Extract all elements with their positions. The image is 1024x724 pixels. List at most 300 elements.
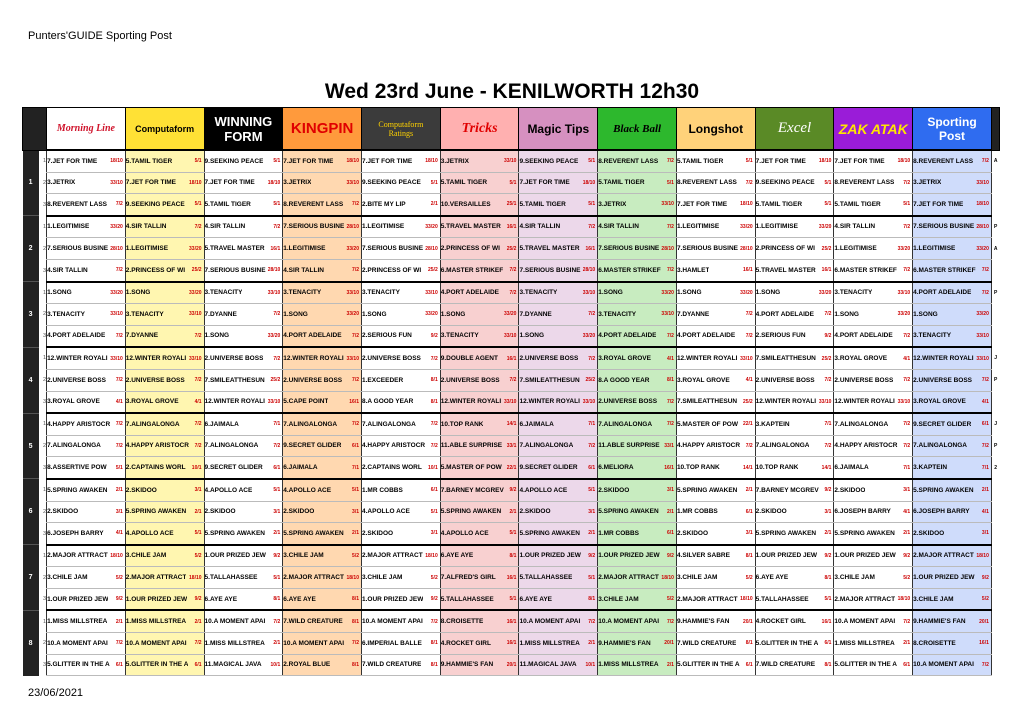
tip-cell [283, 259, 362, 281]
horse-name: 3.TENACITY [440, 332, 479, 340]
odds: 33/20 [425, 311, 438, 318]
horse-name: 3.CHILE JAM [47, 573, 88, 581]
tip-cell [598, 369, 677, 391]
horse-name: 2.PRINCESS OF WI [755, 245, 815, 253]
tip-cell [676, 259, 755, 281]
horse-name: 5.TAMIL TIGER [125, 157, 173, 165]
selection-row [23, 413, 1000, 435]
tip-cell [47, 282, 126, 304]
odds: 7/2 [903, 333, 911, 340]
horse-name: 2.MAJOR ATTRACT [598, 573, 659, 581]
horse-name: 3.TENACITY [519, 289, 558, 297]
odds: 16/1 [506, 618, 517, 625]
tip-cell [755, 304, 834, 326]
tip-cell [834, 523, 913, 545]
edge-marker [991, 610, 999, 632]
odds: 5/1 [194, 158, 202, 165]
edge-marker [991, 545, 999, 567]
horse-name: 12.WINTER ROYALI [834, 398, 895, 406]
tip-cell [204, 588, 283, 610]
odds: 33/1 [506, 443, 517, 450]
tip-cell [676, 545, 755, 567]
horse-name: 4.SIR TALLIN [834, 223, 876, 231]
tip-cell [676, 347, 755, 369]
horse-name: 12.WINTER ROYALI [204, 398, 265, 406]
tip-cell [519, 325, 598, 347]
odds: 7/2 [273, 355, 281, 362]
horse-name: 8.CROISETTE [440, 618, 484, 626]
odds: 33/20 [425, 224, 438, 231]
odds: 7/2 [981, 377, 989, 384]
tip-cell [204, 391, 283, 413]
odds: 7/2 [509, 289, 517, 296]
horse-name: 1.MISS MILLSTREA [519, 639, 580, 647]
tip-cell [676, 523, 755, 545]
tip-cell [125, 654, 204, 676]
horse-name: 1.MISS MILLSTREA [834, 639, 895, 647]
tip-cell [676, 654, 755, 676]
race-number: 6 [23, 479, 39, 545]
tip-cell [362, 610, 441, 632]
horse-name: 1.MR COBBS [362, 486, 403, 494]
tip-cell [204, 194, 283, 216]
document-date: 23/06/2021 [28, 687, 84, 699]
horse-name: 5.GLITTER IN THE A [125, 661, 189, 669]
odds: 25/2 [742, 398, 753, 405]
tip-cell [47, 172, 126, 194]
tip-cell [440, 633, 519, 655]
selection-row [23, 150, 1000, 172]
tip-cell [834, 391, 913, 413]
odds: 18/10 [818, 158, 832, 165]
odds: 7/2 [666, 267, 674, 274]
odds: 7/2 [588, 443, 596, 450]
odds: 33/20 [503, 311, 517, 318]
tip-cell [755, 501, 834, 523]
horse-name: 9.SECRET GLIDER [913, 420, 972, 428]
odds: 7/2 [430, 355, 438, 362]
horse-name: 6.MASTER STRIKEF [913, 266, 976, 274]
odds: 7/2 [352, 267, 359, 274]
position-number: 3 [43, 530, 47, 537]
odds: 7/2 [745, 179, 753, 186]
odds: 2/1 [273, 530, 281, 537]
horse-name: 1.OUR PRIZED JEW [519, 552, 581, 560]
tip-cell [283, 654, 362, 676]
tip-cell [519, 479, 598, 501]
horse-name: 7.SERIOUS BUSINE [519, 266, 581, 274]
tip-cell [440, 325, 519, 347]
odds: 16/1 [270, 245, 281, 252]
horse-name: 10.A MOMENT APAI [283, 639, 345, 647]
odds: 7/2 [981, 158, 989, 165]
horse-name: 2.UNIVERSE BOSS [519, 355, 579, 363]
tip-cell [913, 369, 992, 391]
odds: 16/1 [506, 224, 517, 231]
position-number: 1 [43, 158, 47, 165]
horse-name: 4.PORT ADELAIDE [834, 332, 893, 340]
tip-cell [834, 259, 913, 281]
position-number: 3 [43, 333, 47, 340]
horse-name: 2.BITE MY LIP [362, 200, 406, 208]
odds: 7/2 [430, 421, 438, 428]
horse-name: 1.LEGITIMISE [362, 223, 405, 231]
horse-name: 5.TAMIL TIGER [519, 200, 566, 208]
tip-cell [755, 347, 834, 369]
horse-name: 7.SERIOUS BUSINE [47, 245, 109, 253]
horse-name: 3.CHILE JAM [125, 552, 167, 560]
horse-name: 10.TOP RANK [755, 464, 799, 471]
odds: 33/10 [110, 311, 123, 318]
position-number: 2 [43, 508, 47, 515]
odds: 5/1 [273, 158, 281, 165]
tip-cell [519, 610, 598, 632]
odds: 8/1 [824, 574, 832, 581]
horse-name: 2.SKIDOO [47, 508, 79, 516]
tip-cell [47, 633, 126, 655]
odds: 7/2 [194, 377, 202, 384]
odds: 16/1 [506, 640, 517, 647]
selection-row [23, 567, 1000, 589]
horse-name: 7.WILD CREATURE [362, 661, 422, 669]
odds: 33/10 [110, 179, 123, 186]
odds: 28/10 [267, 267, 281, 274]
odds: 18/10 [897, 596, 911, 603]
odds: 33/10 [189, 311, 202, 318]
odds: 14/1 [506, 421, 517, 428]
horse-name: 2.SKIDOO [755, 508, 787, 516]
position-number: 2 [43, 179, 47, 186]
tips-table [22, 107, 1000, 676]
tip-cell [676, 282, 755, 304]
tip-cell [519, 633, 598, 655]
odds: 5/1 [430, 508, 438, 515]
tip-cell [362, 435, 441, 457]
odds: 7/2 [981, 661, 989, 668]
tip-cell [204, 413, 283, 435]
odds: 7/1 [352, 464, 359, 471]
horse-name: 2.MAJOR ATTRACT [47, 552, 108, 560]
horse-name: 2.CAPTAINS WORL [362, 464, 422, 471]
tip-cell [755, 654, 834, 676]
selection-row [23, 435, 1000, 457]
horse-name: 9.SEEKING PEACE [125, 200, 185, 208]
horse-name: 5.TRAVEL MASTER [755, 266, 816, 274]
tip-cell [283, 238, 362, 260]
selection-row [23, 172, 1000, 194]
tip-cell [362, 457, 441, 479]
odds: 3/1 [194, 487, 202, 494]
odds: 28/10 [740, 245, 753, 252]
tip-cell [362, 523, 441, 545]
odds: 7/2 [352, 377, 359, 384]
horse-name: 1.OUR PRIZED JEW [834, 552, 896, 560]
odds: 5/2 [903, 574, 911, 581]
horse-name: 1.SONG [834, 310, 859, 318]
tip-cell [47, 567, 126, 589]
horse-name: 10.VERSAILLES [440, 200, 491, 208]
odds: 25/2 [506, 245, 517, 252]
horse-name: 10.TOP RANK [440, 420, 484, 428]
horse-name: 7.ALINGALONGA [913, 442, 967, 450]
horse-name: 5.SPRING AWAKEN [47, 486, 108, 494]
odds: 2/1 [430, 201, 438, 208]
odds: 7/2 [273, 311, 281, 318]
tip-cell [676, 588, 755, 610]
odds: 2/1 [588, 640, 596, 647]
odds: 2/1 [115, 618, 123, 625]
odds: 28/10 [425, 245, 438, 252]
horse-name: 5.SPRING AWAKEN [834, 529, 895, 537]
odds: 14/1 [742, 464, 753, 471]
horse-name: 1.OUR PRIZED JEW [913, 573, 975, 581]
horse-name: 5.SPRING AWAKEN [283, 529, 344, 537]
position-number: 3 [43, 399, 47, 406]
horse-name: 5.TALLAHASSEE [204, 573, 258, 581]
edge-marker [991, 567, 999, 589]
tip-cell [676, 238, 755, 260]
odds: 8/1 [430, 640, 438, 647]
tip-cell [755, 391, 834, 413]
edge-marker [991, 325, 999, 347]
horse-name: 1.LEGITIMISE [755, 223, 798, 231]
horse-name: 9.SECRET GLIDER [519, 464, 578, 471]
tip-cell [755, 479, 834, 501]
horse-name: 7.BARNEY MCGREV [440, 486, 504, 494]
header-edge [991, 108, 999, 151]
tip-cell [913, 347, 992, 369]
horse-name: 1.SONG [755, 289, 781, 297]
horse-name: 12.WINTER ROYALI [913, 355, 974, 363]
horse-name: 2.SKIDOO [834, 486, 866, 494]
tip-cell [204, 523, 283, 545]
tip-cell [676, 457, 755, 479]
horse-name: 5.TAMIL TIGER [598, 179, 645, 187]
horse-name: 3.TENACITY [362, 289, 400, 297]
tipster-header: Black Ball [598, 108, 677, 151]
odds: 16/1 [979, 640, 989, 647]
tip-cell [125, 610, 204, 632]
odds: 33/20 [818, 289, 832, 296]
odds: 18/10 [110, 158, 123, 165]
tip-cell [834, 610, 913, 632]
odds: 10/1 [585, 661, 596, 668]
odds: 4/1 [115, 530, 123, 537]
odds: 18/10 [425, 158, 438, 165]
tip-cell [125, 501, 204, 523]
tip-cell [598, 435, 677, 457]
tipster-header: Computaform Ratings [362, 108, 441, 151]
tip-cell [283, 545, 362, 567]
tip-cell [598, 567, 677, 589]
odds: 16/1 [585, 245, 596, 252]
tip-cell [283, 172, 362, 194]
tip-cell [125, 172, 204, 194]
horse-name: 5.MASTER OF POW [676, 420, 738, 428]
tip-cell [362, 479, 441, 501]
tip-cell [755, 413, 834, 435]
tip-cell [519, 391, 598, 413]
odds: 6/1 [194, 661, 202, 668]
horse-name: 1.SONG [362, 310, 387, 318]
edge-marker [991, 194, 999, 216]
odds: 33/20 [582, 333, 596, 340]
horse-name: 4.SILVER SABRE [676, 552, 730, 560]
tip-cell [519, 304, 598, 326]
odds: 8/1 [588, 596, 596, 603]
odds: 7/2 [981, 267, 989, 274]
horse-name: 8.A GOOD YEAR [598, 376, 650, 384]
position-number: 1 [43, 421, 47, 428]
edge-marker [991, 523, 999, 545]
horse-name: 2.SKIDOO [519, 508, 551, 516]
selection-row [23, 391, 1000, 413]
tip-cell [440, 610, 519, 632]
horse-name: 7.JET FOR TIME [519, 179, 570, 187]
horse-name: 3.CHILE JAM [913, 595, 954, 603]
tip-cell [204, 369, 283, 391]
tip-cell [676, 633, 755, 655]
tip-cell [913, 523, 992, 545]
tip-cell [362, 259, 441, 281]
odds: 33/10 [110, 355, 123, 362]
tip-cell [834, 194, 913, 216]
odds: 5/1 [194, 201, 202, 208]
horse-name: 5.TAMIL TIGER [755, 200, 803, 208]
horse-name: 2.UNIVERSE BOSS [204, 355, 264, 363]
horse-name: 2.CAPTAINS WORL [125, 464, 186, 471]
selection-row [23, 479, 1000, 501]
race-number: 8 [23, 610, 39, 675]
tip-cell [125, 633, 204, 655]
horse-name: 5.GLITTER IN THE A [755, 639, 819, 647]
position-number: 3 [43, 201, 47, 208]
tip-cell [598, 150, 677, 172]
odds: 5/1 [509, 179, 517, 186]
tip-cell [913, 588, 992, 610]
tip-cell [204, 654, 283, 676]
horse-name: 7.ALFRED'S GIRL [440, 573, 496, 581]
horse-name: 7.SMILEATTHESUN [204, 376, 265, 384]
horse-name: 3.TENACITY [47, 310, 85, 318]
odds: 33/10 [661, 201, 674, 208]
selection-row [23, 347, 1000, 369]
odds: 7/2 [666, 421, 674, 428]
tip-cell [598, 391, 677, 413]
selection-row [23, 457, 1000, 479]
tip-cell [283, 479, 362, 501]
odds: 2/1 [273, 640, 281, 647]
odds: 33/1 [664, 443, 674, 450]
position-number: 3 [43, 596, 47, 603]
odds: 20/1 [742, 618, 753, 625]
tip-cell [125, 479, 204, 501]
horse-name: 7.DYANNE [519, 310, 552, 318]
tip-cell [676, 501, 755, 523]
tip-cell [913, 259, 992, 281]
tip-cell [519, 150, 598, 172]
horse-name: 5.SPRING AWAKEN [125, 508, 187, 516]
tip-cell [755, 172, 834, 194]
horse-name: 5.SPRING AWAKEN [519, 529, 580, 537]
horse-name: 2.MAJOR ATTRACT [834, 595, 896, 603]
horse-name: 6.JAIMALA [204, 420, 239, 428]
tip-cell [440, 347, 519, 369]
horse-name: 3.KAPTEIN [755, 420, 790, 428]
selection-row [23, 588, 1000, 610]
tip-cell [204, 545, 283, 567]
horse-name: 7.SERIOUS BUSINE [283, 223, 345, 231]
odds: 33/10 [582, 289, 596, 296]
tip-cell [283, 347, 362, 369]
horse-name: 9.SEEKING PEACE [362, 179, 421, 187]
odds: 5/2 [666, 596, 674, 603]
tip-cell [47, 435, 126, 457]
edge-marker [991, 479, 999, 501]
edge-marker [991, 654, 999, 676]
odds: 2/1 [745, 487, 753, 494]
odds: 9/2 [824, 487, 832, 494]
tip-cell [834, 435, 913, 457]
odds: 8/1 [666, 377, 674, 384]
odds: 6/1 [666, 530, 674, 537]
edge-marker [991, 172, 999, 194]
odds: 18/10 [189, 574, 202, 581]
header-corner [23, 108, 47, 151]
horse-name: 6.AYE AYE [440, 552, 474, 560]
odds: 33/20 [897, 245, 911, 252]
tipster-header: KINGPIN [283, 108, 362, 151]
tip-cell [125, 457, 204, 479]
selection-row [23, 501, 1000, 523]
odds: 20/1 [664, 640, 674, 647]
tip-cell [440, 369, 519, 391]
odds: 18/10 [897, 158, 911, 165]
tip-cell [440, 413, 519, 435]
odds: 25/2 [821, 355, 832, 362]
race-number: 4 [23, 347, 39, 413]
horse-name: 5.TAMIL TIGER [440, 179, 488, 187]
odds: 5/2 [430, 574, 438, 581]
tip-cell [519, 501, 598, 523]
tip-cell [283, 610, 362, 632]
horse-name: 2.UNIVERSE BOSS [283, 376, 343, 384]
odds: 6/1 [352, 443, 359, 450]
tip-cell [834, 501, 913, 523]
horse-name: 6.JOSEPH BARRY [913, 508, 970, 516]
odds: 3/1 [745, 530, 753, 537]
horse-name: 2.UNIVERSE BOSS [47, 376, 106, 384]
edge-marker: P [991, 435, 999, 457]
odds: 7/2 [903, 421, 911, 428]
horse-name: 2.UNIVERSE BOSS [913, 376, 973, 384]
odds: 4/1 [666, 355, 674, 362]
tip-cell [755, 194, 834, 216]
odds: 7/2 [115, 443, 123, 450]
horse-name: 2.PRINCESS OF WI [125, 266, 186, 274]
tip-cell [755, 369, 834, 391]
horse-name: 6.JAIMALA [834, 464, 869, 471]
tip-cell [47, 369, 126, 391]
edge-marker: P [991, 369, 999, 391]
odds: 5/2 [745, 574, 753, 581]
odds: 5/1 [273, 201, 281, 208]
horse-name: 9.SECRET GLIDER [204, 464, 263, 471]
tip-cell [204, 282, 283, 304]
tip-cell [47, 545, 126, 567]
tip-cell [125, 194, 204, 216]
odds: 5/1 [588, 574, 596, 581]
